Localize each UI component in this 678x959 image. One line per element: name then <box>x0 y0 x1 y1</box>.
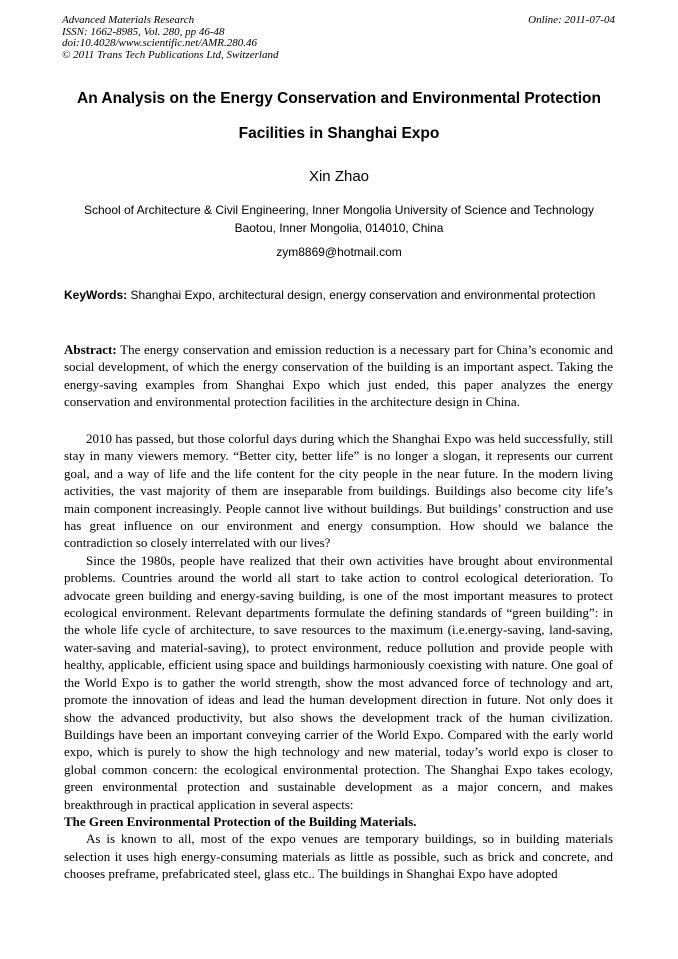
journal-name: Advanced Materials Research <box>62 14 195 26</box>
affiliation-line-1: School of Architecture & Civil Engineering, Inner Mongolia University of Science and Technology <box>83 203 595 217</box>
copyright-notice: © 2011 Trans Tech Publications Ltd, Switzerland <box>62 48 279 61</box>
journal-header <box>62 15 615 61</box>
paper-title-line-2: Facilities in Shanghai Expo <box>238 125 440 142</box>
doi-link[interactable]: doi:10.4028/www.scientific.net/AMR.280.46 <box>62 37 258 49</box>
keywords-text: Shanghai Expo, architectural design, energy conservation and environmental protection <box>127 288 596 302</box>
keywords-label: KeyWords: <box>64 288 128 302</box>
author-email[interactable]: zym8869@hotmail.com <box>276 245 402 259</box>
abstract-text: The energy conservation and emission reduction is a necessary part for China’s economic and social development, of which the energy conservation of the building is an important aspect. Taking the energy-saving examples from Shanghai Expo which just ended, this paper analyzes the energy conservation and environmental protection facilities in the architecture design in China. <box>64 342 613 410</box>
online-date: Online: 2011-07-04 <box>528 14 615 26</box>
body-paragraph-2: Since the 1980s, people have realized that their own activities have brought about environmental problems. Countries around the world all start to take action to control ecological deterioration. To advocate green building and energy-saving building, is one of the most important measures to protect ecological environment. Relevant departments formulate the defining standards of “green building”: in the whole life cycle of architecture, to save resources to the maximum (i.e.energy-saving, land-saving, water-saving and material-saving), to protect environment, reduce pollution and provide people with healthy, applicable, efficient using space and buildings harmoniously coexisting with nature. One goal of the World Expo is to gather the world strength, show the most advanced force of technology and art, promote the innovation of ideas and lead the human development direction in future. Not only does it show the advanced productivity, but also shows the development track of the human civilization. Buildings have been an important conveying carrier of the World Expo. Compared with the early world expo, which is purely to show the high technology and new material, today’s world expo is closer to global common concern: the ecological environmental protection. The Shanghai Expo takes ecology, green environmental protection and sustainable development as a major concern, and makes breakthrough in practical application in several aspects: <box>64 552 613 812</box>
abstract-section <box>64 341 613 411</box>
author-name: Xin Zhao <box>308 168 370 185</box>
affiliation-line-2: Baotou, Inner Mongolia, 014010, China <box>234 221 444 235</box>
body-paragraph-3: As is known to all, most of the expo venues are temporary buildings, so in building materials selection it uses high energy-consuming materials as little as possible, such as brick and concrete, and chooses preframe, prefabricated steel, glass etc.. The buildings in Shanghai Expo have adopted <box>64 831 613 882</box>
main-text <box>64 430 613 883</box>
paper-title-line-1: An Analysis on the Energy Conservation and Environmental Protection <box>77 90 601 107</box>
issn-info: ISSN: 1662-8985, Vol. 280, pp 46-48 <box>62 25 225 38</box>
section-heading: The Green Environmental Protection of the Building Materials. <box>64 813 417 829</box>
abstract-label: Abstract: <box>64 342 117 357</box>
keywords-section <box>64 287 613 305</box>
body-paragraph-1: 2010 has passed, but those colorful days during which the Shanghai Expo was held successfully, still stay in many viewers memory. “Better city, better life” is no longer a slogan, it represents our current goal, and a way of life and the life content for the city people in the near future. In the modern living activities, the vast majority of them are inseparable from buildings. Buildings also become city life’s main component increasingly. People cannot live without buildings. But buildings’ construction and use has great influence on our environment and energy consumption. How should we balance the contradiction so closely interrelated with our lives? <box>64 431 613 551</box>
